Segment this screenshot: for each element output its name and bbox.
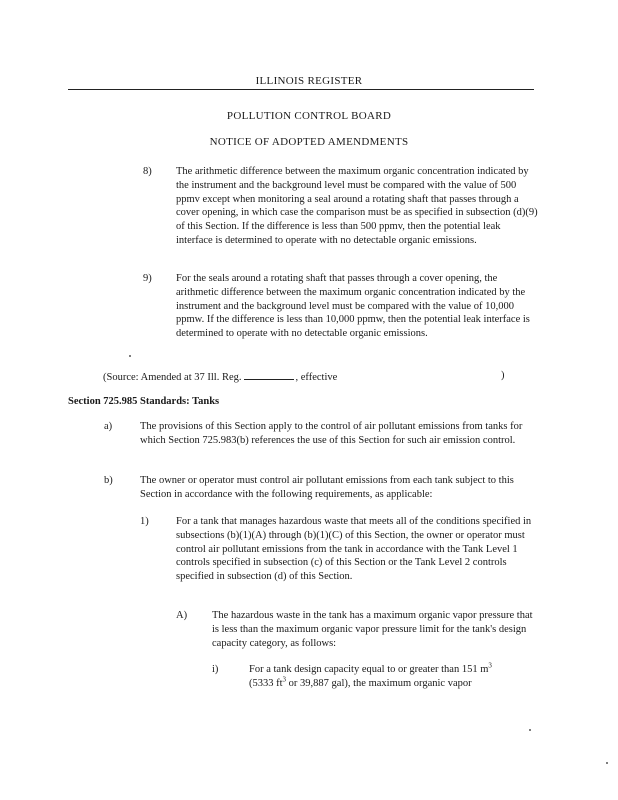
subsection-b-label: b) (104, 475, 113, 486)
item-8-text: The arithmetic difference between the maximum organic concentration indicated by the instrument and the background level must be compared with the value of 500 ppmv except when monitoring a seal around a rotating shaft that passes through a cover opening, in which case the comparison must be as specified in subsection (d)(9) of this Section. If the difference is less than 500 ppmv, then the potential leak interface is determined to operate with no detectable organic emissions. (176, 166, 538, 246)
scan-speck (606, 762, 608, 764)
subsection-b1A-label: A) (176, 610, 188, 621)
item-9-text: For the seals around a rotating shaft that passes through a cover opening, the arithmetic difference between the maximum organic concentration indicated by the instrument and the background level must be compared with the value of 10,000 ppmw. If the difference is less than 10,000 ppmw, then the potential leak interface is determined to operate with no detectable organic emissions. (176, 273, 530, 340)
item-8-label: 8) (143, 166, 152, 177)
subsection-b1-text: For a tank that manages hazardous waste that meets all of the conditions specified in subsections (b)(1)(A) through (b)(1)(C) of this Section, the owner or operator must control air pollutant emissions from the tank in accordance with the Tank Level 1 controls specified in subsection (c) of this Section or the Tank Level 2 controls specified in subsection (d) of this Section. (176, 516, 532, 583)
subsection-b1Ai-text: For a tank design capacity equal to or greater than 151 $m^3$ (5333 $ft^3$ or 39,887 gal), the maximum organic vapor (249, 661, 492, 689)
scan-speck (529, 729, 531, 731)
notice-title: NOTICE OF ADOPTED AMENDMENTS (209, 136, 409, 148)
subsection-b1-label: 1) (140, 516, 149, 527)
item-9-label: 9) (143, 273, 152, 284)
source-close: ) (501, 370, 505, 381)
board-title: POLLUTION CONTROL BOARD (226, 110, 392, 122)
subsection-b1Ai-label: i) (212, 664, 219, 675)
source-note (103, 369, 523, 385)
section-heading: Section 725.985 Standards: Tanks (68, 396, 220, 407)
subsection-a-label: a) (104, 421, 113, 432)
subsection-b-text: The owner or operator must control air pollutant emissions from each tank subject to this Section in accordance with the following requirements, as applicable: (140, 475, 514, 500)
register-title: ILLINOIS REGISTER (255, 75, 363, 87)
source-prefix: (Source: Amended at 37 Ill. Reg. (103, 372, 242, 383)
header-rule (68, 89, 534, 90)
source-blank (244, 369, 294, 380)
scan-speck (129, 355, 131, 357)
subsection-b1A-text: The hazardous waste in the tank has a maximum organic vapor pressure that is less than the maximum organic vapor pressure limit for the tank's design capacity category, as follows: (212, 610, 533, 649)
subsection-a-text: The provisions of this Section apply to the control of air pollutant emissions from tanks for which Section 725.983(b) references the use of this Section for such air emission control. (140, 421, 523, 446)
source-middle: , effective (295, 372, 338, 383)
